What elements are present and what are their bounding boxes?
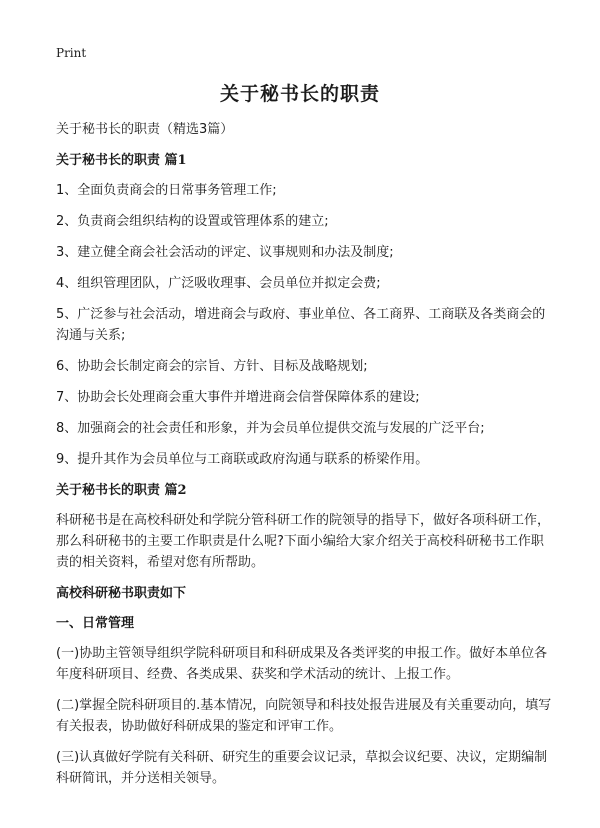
list-item: 7、协助会长处理商会重大事件并增进商会信誉保障体系的建设;	[56, 390, 420, 405]
list-item: 2、负责商会组织结构的设置或管理体系的建立;	[56, 214, 329, 229]
list-item: 5、广泛参与社会活动，增进商会与政府、事业单位、各工商界、工商联及各类商会的沟通与关系;	[56, 307, 546, 343]
paragraph: (二)掌握全院科研项目的.基本情况，向院领导和科技处报告进展及有关重要动向，填写有关报表，协助做好科研成果的鉴定和评审工作。	[56, 698, 552, 734]
list-item: 3、建立健全商会社会活动的评定、议事规则和办法及制度;	[56, 245, 394, 260]
list-item: 8、加强商会的社会责任和形象，并为会员单位提供交流与发展的广泛平台;	[56, 421, 485, 436]
paragraph: (一)协助主管领导组织学院科研项目和科研成果及各类评奖的申报工作。做好本单位各年度科研项目、经费、各类成果、获奖和学术活动的统计、上报工作。	[56, 646, 548, 682]
document-subtitle: 关于秘书长的职责（精选3篇）	[56, 122, 234, 137]
paragraph: (三)认真做好学院有关科研、研究生的重要会议记录，草拟会议纪要、决议，定期编制科研简讯，并分送相关领导。	[56, 750, 548, 786]
print-label: Print	[56, 46, 87, 60]
sub-heading: 一、日常管理	[56, 616, 135, 631]
list-item: 1、全面负责商会的日常事务管理工作;	[56, 183, 277, 198]
list-item: 4、组织管理团队，广泛吸收理事、会员单位并拟定会费;	[56, 276, 381, 291]
bold-heading: 高校科研秘书职责如下	[56, 586, 187, 601]
page-title: 关于秘书长的职责	[219, 83, 380, 105]
section-intro-paragraph: 科研秘书是在高校科研处和学院分管科研工作的院领导的指导下，做好各项科研工作，那么科研秘书的主要工作职责是什么呢?下面小编给大家介绍关于高校科研秘书工作职责的相关资料，希望对您有所帮助。	[56, 513, 551, 570]
section-heading-2: 关于秘书长的职责 篇2	[56, 483, 187, 498]
list-item: 9、提升其作为会员单位与工商联或政府沟通与联系的桥梁作用。	[56, 452, 429, 467]
section-heading-1: 关于秘书长的职责 篇1	[56, 153, 187, 168]
document-body	[56, 119, 552, 799]
list-item: 6、协助会长制定商会的宗旨、方针、目标及战略规划;	[56, 359, 368, 374]
